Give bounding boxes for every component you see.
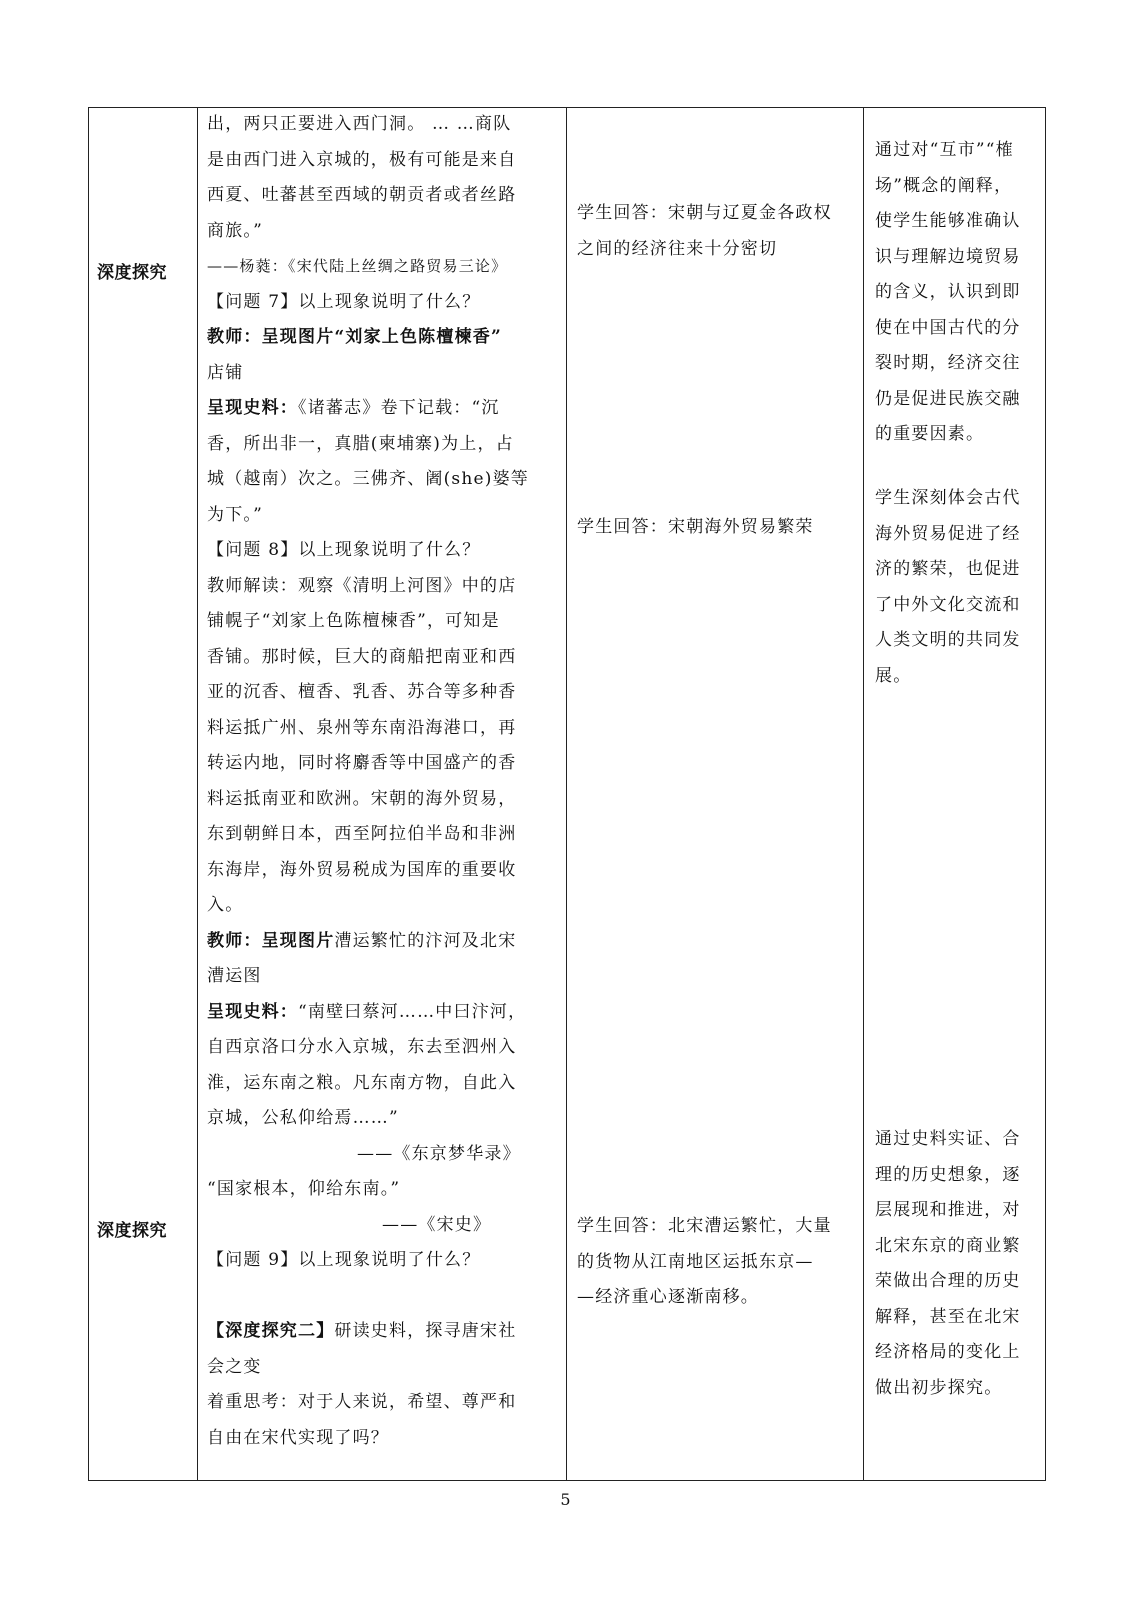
- text-line: 为下。”: [207, 504, 263, 525]
- text-line: 东到朝鲜日本，西至阿拉伯半岛和非洲: [207, 824, 517, 844]
- teacher-activity-cell: [198, 108, 567, 1481]
- page-number: 5: [560, 1490, 571, 1509]
- question-7: 【问题 7】以上现象说明了什么？: [207, 291, 481, 312]
- text-line: 香，所出非一，真腊(柬埔寨)为上，占: [207, 433, 514, 454]
- stage-label-top: 深度探究: [97, 263, 167, 283]
- teacher-interpretation: 教师解读：观察《清明上河图》中的店: [207, 575, 517, 596]
- student-activity-cell: [567, 108, 864, 1481]
- historical-source-1: 呈现史料：《诸蕃志》卷下记载：“沉: [207, 398, 500, 418]
- historical-source-2: 呈现史料：“南壁曰蔡河……中曰汴河，: [207, 1001, 527, 1022]
- inquiry-label: 【深度探究二】: [207, 1321, 335, 1341]
- text-line: 城（越南）次之。三佛齐、阇(she)婆等: [207, 469, 529, 489]
- source-citation: ——杨蕤：《宋代陆上丝绸之路贸易三论》: [207, 257, 508, 275]
- text-line: 自西京洛口分水入京城，东去至泗州入: [207, 1037, 517, 1057]
- design-intent-3: 通过史料实证、合 理的历史想象，逐 层展现和推进，对 北宋东京的商业繁 荣做出合理的历史 解释，甚至在北宋 经济格局的变化上 做出初步探究。: [875, 1129, 1021, 1398]
- quote-line: “国家根本，仰给东南。”: [207, 1179, 401, 1199]
- lesson-table: [88, 107, 1046, 1481]
- teacher-label: 教师：呈现图片: [207, 930, 335, 951]
- student-answer-3: 学生回答：北宋漕运繁忙，大量 的货物从江南地区运抵东京— —经济重心逐渐南移。: [577, 1216, 832, 1307]
- text-line: 淮，运东南之粮。凡东南方物，自此入: [207, 1072, 517, 1093]
- text-line: 料运抵广州、泉州等东南沿海港口，再: [207, 717, 517, 738]
- text-line: 铺幌子“刘家上色陈檀楝香”，可知是: [207, 611, 500, 631]
- design-intent-1: 通过对“互市”“榷 场”概念的阐释， 使学生能够准确认 识与理解边境贸易 的含义，认识到即 使在中国古代的分 裂时期，经济交往 仍是促进民族交融 的重要因素。: [875, 140, 1021, 444]
- text-line: 漕运图: [207, 966, 262, 986]
- text-line: 是由西门进入京城的，极有可能是来自: [207, 149, 517, 170]
- source-citation: ——《宋史》: [382, 1214, 492, 1235]
- text-line: 西夏、吐蕃甚至西域的朝贡者或者丝路: [207, 185, 517, 205]
- text-line: 亚的沉香、檀香、乳香、苏合等多种香: [207, 682, 517, 702]
- text-line: 商旅。”: [207, 220, 263, 241]
- text-line: 自由在宋代实现了吗？: [207, 1427, 389, 1448]
- deep-inquiry-2: 【深度探究二】研读史料，探寻唐宋社: [207, 1321, 517, 1341]
- student-answer-1: 学生回答：宋朝与辽夏金各政权 之间的经济往来十分密切: [577, 203, 832, 259]
- text-line: 转运内地，同时将麝香等中国盛产的香: [207, 753, 517, 773]
- design-intent-2: 学生深刻体会古代 海外贸易促进了经 济的繁荣，也促进 了中外文化交流和 人类文明的共同发 展。: [875, 488, 1021, 686]
- text-line: 料运抵南亚和欧洲。宋朝的海外贸易，: [207, 788, 517, 809]
- source-label: 呈现史料：: [207, 1001, 298, 1022]
- stage-label-cell: [89, 108, 198, 1481]
- student-answer-2: 学生回答：宋朝海外贸易繁荣: [577, 517, 814, 537]
- teacher-show-image: 教师：呈现图片“刘家上色陈檀楝香”: [207, 327, 502, 347]
- blank-line: [207, 1279, 529, 1315]
- text-line: 香铺。那时候，巨大的商船把南亚和西: [207, 646, 517, 667]
- text-line: 店铺: [207, 362, 244, 383]
- source-citation: ——《东京梦华录》: [357, 1143, 521, 1164]
- teacher-show-image-2: 教师：呈现图片漕运繁忙的汴河及北宋: [207, 930, 517, 951]
- design-intent-cell: [864, 108, 1046, 1481]
- text-line: 东海岸，海外贸易税成为国库的重要收: [207, 859, 517, 880]
- stage-label-bottom: 深度探究: [97, 1221, 167, 1241]
- source-label: 呈现史料：: [207, 398, 298, 418]
- text-line: 出，两只正要进入西门洞。 … …商队: [207, 114, 512, 134]
- question-9: 【问题 9】以上现象说明了什么？: [207, 1250, 481, 1270]
- text-line: 京城，公私仰给焉……”: [207, 1108, 399, 1128]
- teacher-activity-text: [207, 107, 529, 1456]
- question-8: 【问题 8】以上现象说明了什么？: [207, 540, 481, 560]
- text-line: 入。: [207, 895, 244, 915]
- text-line: 会之变: [207, 1356, 262, 1377]
- thinking-prompt: 着重思考：对于人来说，希望、尊严和: [207, 1392, 517, 1412]
